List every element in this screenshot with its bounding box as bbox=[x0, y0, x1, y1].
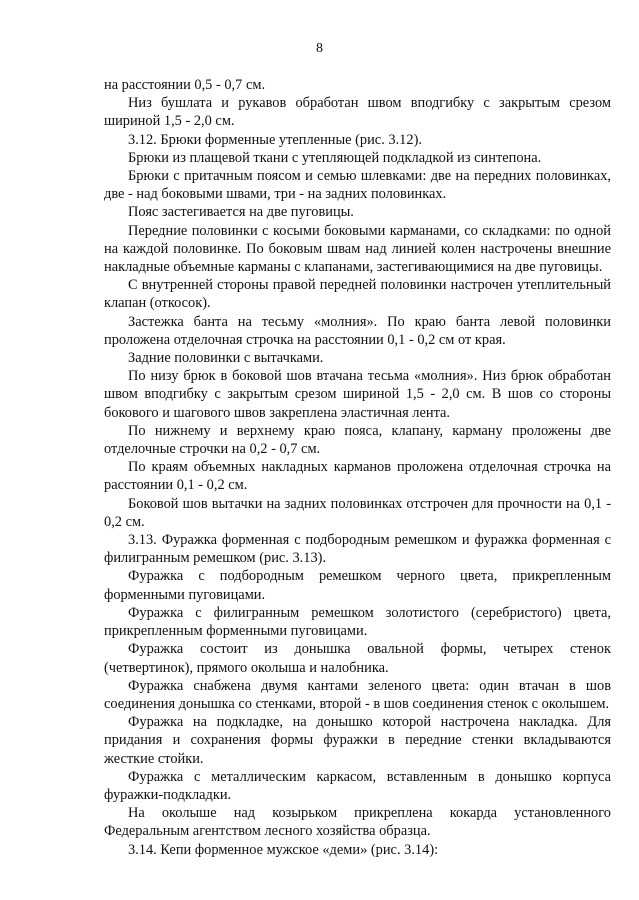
paragraph: Фуражка с металлическим каркасом, вставленным в донышко корпуса фуражки-подкладки. bbox=[104, 768, 611, 803]
paragraph: на расстоянии 0,5 - 0,7 см. bbox=[104, 77, 266, 93]
paragraph: На околыше над козырьком прикреплена кокарда установленного Федеральным агентством лесного хозяйства образца. bbox=[104, 805, 611, 840]
paragraph: По низу брюк в боковой шов втачана тесьма «молния». Низ брюк обработан швом вподгибку с закрытым срезом шириной 1,5 - 2,0 см. В шов со стороны бокового и шагового швов закреплена эластичная лента. bbox=[104, 368, 611, 421]
paragraph: Пояс застегивается на две пуговицы. bbox=[128, 204, 354, 221]
paragraph: С внутренней стороны правой передней половинки настрочен утеплительный клапан (откосок). bbox=[104, 277, 611, 312]
paragraph: Застежка банта на тесьму «молния». По краю банта левой половинки проложена отделочная строчка на расстоянии 0,1 - 0,2 см от края. bbox=[104, 313, 611, 348]
paragraph: Брюки с притачным поясом и семью шлевками: две на передних половинках, две - над боковыми швами, три - на задних половинках. bbox=[104, 168, 611, 203]
paragraph: По краям объемных накладных карманов проложена отделочная строчка на расстоянии 0,1 - 0,2 см. bbox=[104, 459, 611, 494]
section-heading-3-14: 3.14. Кепи форменное мужское «деми» (рис. 3.14): bbox=[128, 841, 439, 858]
section-heading-3-12: 3.12. Брюки форменные утепленные (рис. 3.12). bbox=[128, 131, 422, 148]
page-number: 8 bbox=[316, 41, 323, 56]
paragraph: Фуражка с подбородным ремешком черного цвета, прикрепленным форменными пуговицами. bbox=[104, 568, 611, 603]
paragraph: Фуражка снабжена двумя кантами зеленого цвета: один втачан в шов соединения донышка со стенками, второй - в шов соединения стенок с околышем. bbox=[104, 677, 611, 712]
paragraph: Боковой шов вытачки на задних половинках отстрочен для прочности на 0,1 - 0,2 см. bbox=[104, 495, 611, 530]
paragraph: Передние половинки с косыми боковыми карманами, со складками: по одной на каждой половинке. По боковым швам над линией колен настрочены внешние накладные объемные карманы с клапанами, застегивающимися на две пуговицы. bbox=[104, 222, 611, 276]
paragraph: Фуражка состоит из донышка овальной формы, четырех стенок (четвертинок), прямого околыша и налобника. bbox=[104, 641, 611, 676]
body-text bbox=[104, 76, 611, 859]
paragraph: Фуражка на подкладке, на донышко которой настрочена накладка. Для придания и сохранения формы фуражки в передние стенки вкладываются жесткие стойки. bbox=[104, 714, 611, 767]
paragraph: Низ бушлата и рукавов обработан швом вподгибку с закрытым срезом шириной 1,5 - 2,0 см. bbox=[104, 95, 611, 130]
paragraph: Фуражка с филигранным ремешком золотистого (серебристого) цвета, прикрепленным форменными пуговицами. bbox=[104, 604, 611, 640]
paragraph: Задние половинки с вытачками. bbox=[128, 350, 324, 367]
paragraph: Брюки из плащевой ткани с утепляющей подкладкой из синтепона. bbox=[128, 149, 542, 166]
section-heading-3-13: 3.13. Фуражка форменная с подбородным ремешком и фуражка форменная с филигранным ремешком (рис. 3.13). bbox=[104, 532, 611, 567]
paragraph: По нижнему и верхнему краю пояса, клапану, карману проложены две отделочные строчки на 0,2 - 0,7 см. bbox=[104, 422, 611, 458]
